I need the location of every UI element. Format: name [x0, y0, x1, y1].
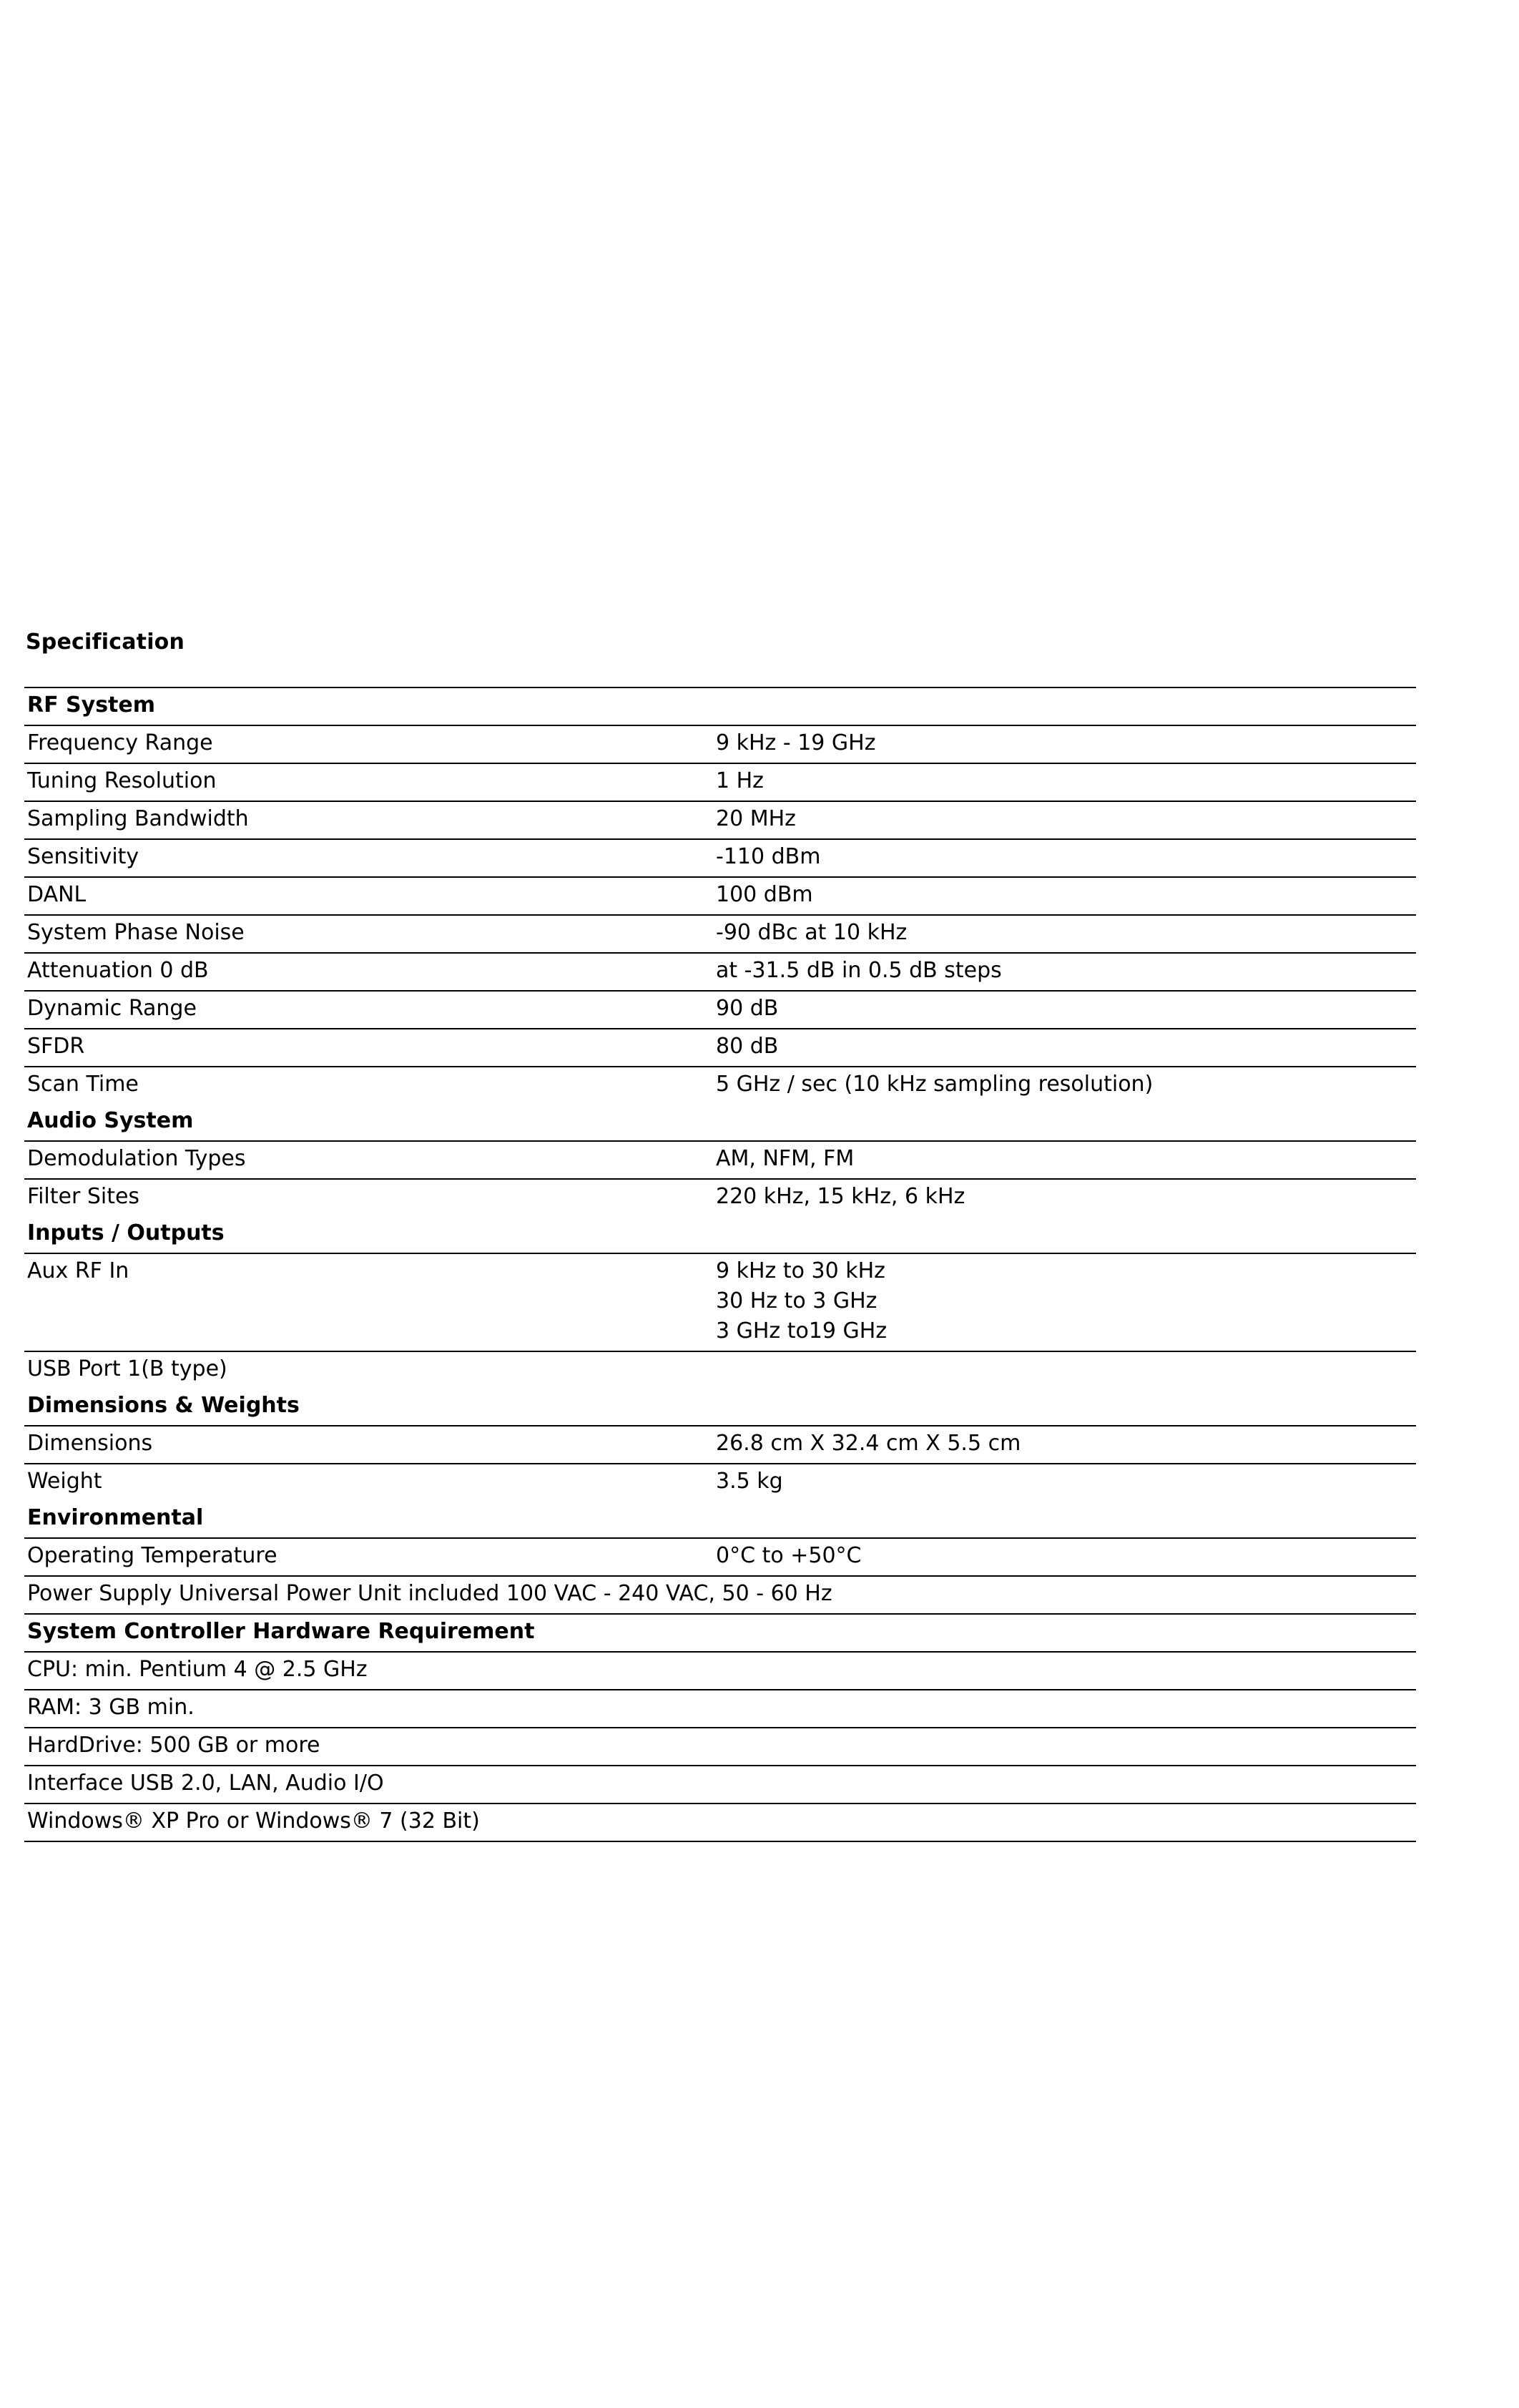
section-heading: Environmental: [24, 1501, 713, 1538]
row-value: 100 dBm: [713, 877, 1416, 915]
table-section-header: [24, 687, 1416, 725]
row-value: at -31.5 dB in 0.5 dB steps: [713, 953, 1416, 991]
row-label: Dimensions: [24, 1426, 713, 1464]
row-label: Sampling Bandwidth: [24, 801, 713, 839]
table-section-header: [24, 1501, 1416, 1538]
section-heading-spacer: [713, 687, 1416, 725]
row-value: -110 dBm: [713, 839, 1416, 877]
table-row: [24, 1179, 1416, 1216]
row-label: Sensitivity: [24, 839, 713, 877]
row-value: 1 Hz: [713, 763, 1416, 801]
row-label: System Phase Noise: [24, 915, 713, 953]
row-value: 9 kHz - 19 GHz: [713, 725, 1416, 763]
row-value: AM, NFM, FM: [713, 1141, 1416, 1179]
section-heading: Dimensions & Weights: [24, 1389, 713, 1426]
row-label: Demodulation Types: [24, 1141, 713, 1179]
table-row: [24, 1426, 1416, 1464]
table-row: [24, 1351, 1416, 1389]
section-heading-spacer: [713, 1104, 1416, 1141]
table-section-header: [24, 1216, 1416, 1253]
row-label: Scan Time: [27, 1072, 139, 1097]
section-heading-spacer: [713, 1389, 1416, 1426]
table-row: [24, 839, 1416, 877]
row-value: 90 dB: [713, 991, 1416, 1029]
table-row: [24, 1803, 1416, 1841]
row-label: Aux RF In: [24, 1253, 713, 1351]
table-row: [24, 1029, 1416, 1067]
row-fullwidth-text: Power Supply Universal Power Unit included 100 VAC - 240 VAC, 50 - 60 Hz: [24, 1576, 1416, 1614]
section-heading: Inputs / Outputs: [24, 1216, 713, 1253]
table-section-header: [24, 1614, 1416, 1652]
row-value: 0°C to +50°C: [713, 1538, 1416, 1576]
row-label: Attenuation 0 dB: [24, 953, 713, 991]
table-row: [24, 1141, 1416, 1179]
table-row: [24, 1067, 1416, 1104]
row-label: Tuning Resolution: [24, 763, 713, 801]
table-row: [24, 877, 1416, 915]
specification-block: [24, 630, 1405, 1842]
row-label: SFDR: [24, 1029, 713, 1067]
row-fullwidth-text: CPU: min. Pentium 4 @ 2.5 GHz: [24, 1652, 1416, 1690]
specification-table-body: [24, 687, 1416, 1841]
table-row: [24, 953, 1416, 991]
row-value: -90 dBc at 10 kHz: [713, 915, 1416, 953]
table-row: [24, 1766, 1416, 1803]
table-row: [24, 1253, 1416, 1351]
table-row: [24, 1652, 1416, 1690]
table-row: [24, 915, 1416, 953]
row-label: Weight: [27, 1469, 102, 1494]
row-label: Operating Temperature: [24, 1538, 713, 1576]
row-value-line: 3 GHz to19 GHz: [716, 1318, 888, 1344]
table-row: [24, 1538, 1416, 1576]
table-row: [24, 991, 1416, 1029]
row-fullwidth-text: Windows® XP Pro or Windows® 7 (32 Bit): [24, 1803, 1416, 1841]
table-section-header: [24, 1389, 1416, 1426]
row-fullwidth-text: Interface USB 2.0, LAN, Audio I/O: [24, 1766, 1416, 1803]
row-value: 26.8 cm X 32.4 cm X 5.5 cm: [713, 1426, 1416, 1464]
row-value: 220 kHz, 15 kHz, 6 kHz: [716, 1184, 965, 1209]
row-fullwidth-text: RAM: 3 GB min.: [24, 1690, 1416, 1728]
row-fullwidth-text: HardDrive: 500 GB or more: [24, 1728, 1416, 1766]
row-label: Frequency Range: [24, 725, 713, 763]
row-label: DANL: [24, 877, 713, 915]
row-value: 3.5 kg: [716, 1469, 783, 1494]
table-row: [24, 725, 1416, 763]
row-value: 5 GHz / sec (10 kHz sampling resolution): [716, 1072, 1154, 1097]
row-value: 80 dB: [713, 1029, 1416, 1067]
table-row: [24, 1690, 1416, 1728]
row-value-line: 9 kHz to 30 kHz: [716, 1258, 885, 1283]
table-row: [24, 1728, 1416, 1766]
table-section-header: [24, 1104, 1416, 1141]
row-label: Dynamic Range: [24, 991, 713, 1029]
table-row: [24, 1464, 1416, 1501]
section-heading: RF System: [24, 687, 713, 725]
row-label: USB Port 1(B type): [27, 1356, 227, 1381]
table-row: [24, 763, 1416, 801]
table-row: [24, 1576, 1416, 1614]
table-row: [24, 801, 1416, 839]
page-title: Specification: [26, 630, 185, 655]
row-value-line: 30 Hz to 3 GHz: [716, 1288, 878, 1313]
row-label: Filter Sites: [27, 1184, 140, 1209]
section-heading: System Controller Hardware Requirement: [24, 1614, 1416, 1652]
row-value-group: [713, 1253, 1416, 1351]
section-heading-spacer: [713, 1216, 1416, 1253]
section-heading-spacer: [713, 1501, 1416, 1538]
section-heading: Audio System: [24, 1104, 713, 1141]
row-value: [713, 1351, 1416, 1389]
specification-table: [24, 687, 1416, 1842]
row-value: 20 MHz: [713, 801, 1416, 839]
